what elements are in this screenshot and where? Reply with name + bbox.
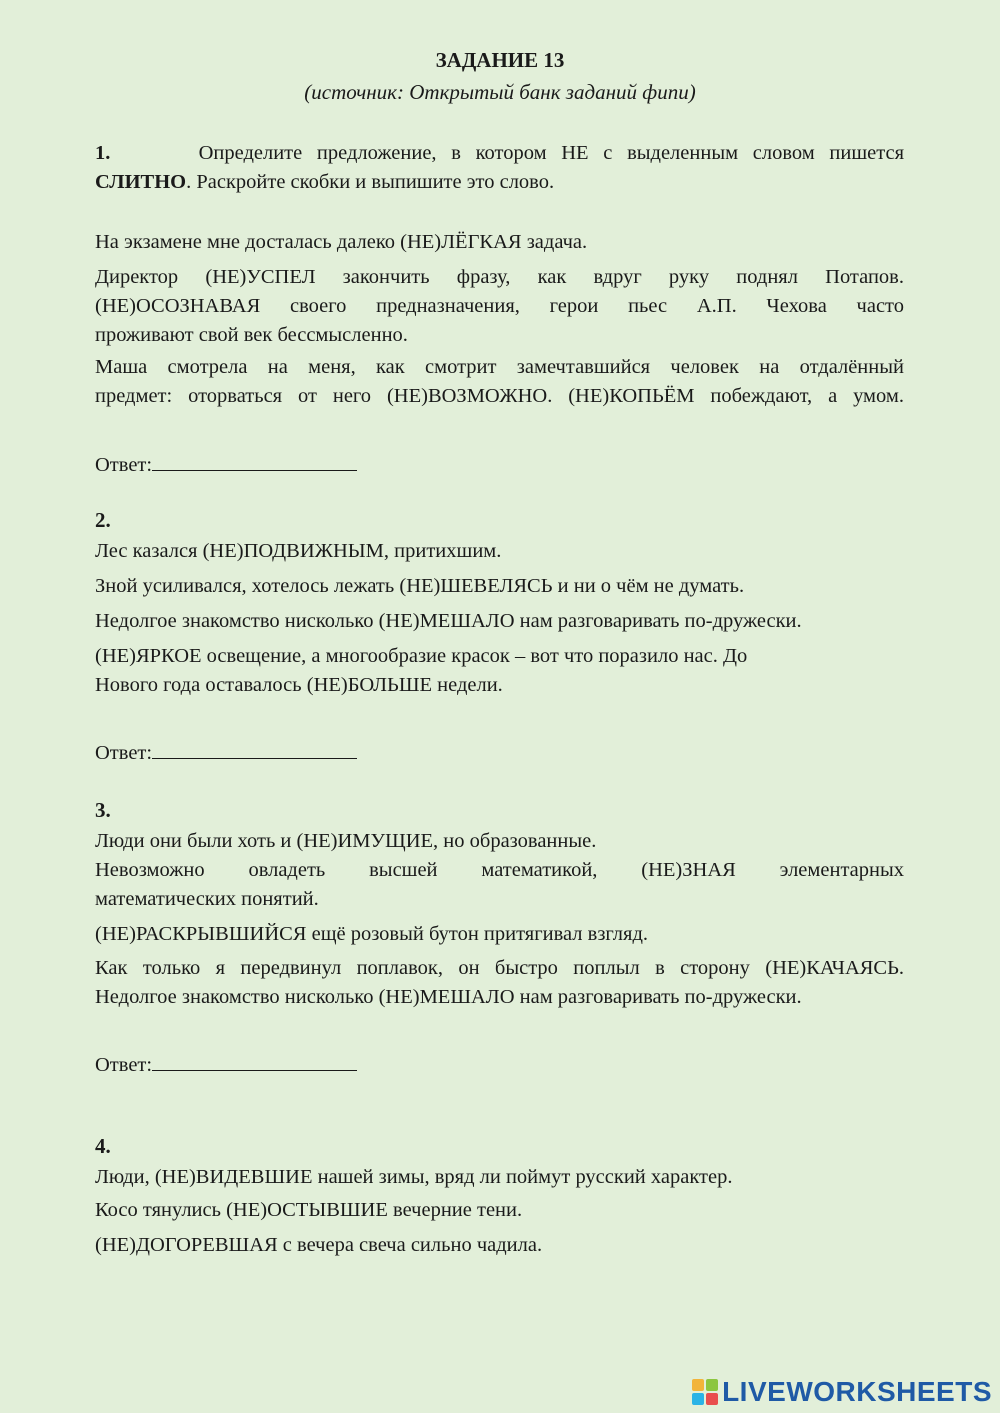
answer-input-1[interactable] (152, 450, 357, 471)
answer-3 (95, 1050, 357, 1077)
answer-1 (95, 450, 357, 477)
liveworksheets-logo (692, 1376, 992, 1408)
task-number: 4. (95, 1134, 111, 1158)
task3-sentence: Как только я передвинул поплавок, он быстро поплыл в сторону (НЕ)КАЧАЯСЬ. (95, 957, 904, 979)
instruction-rest: . Раскройте скобки и выпишите это слово. (186, 171, 555, 193)
task2-sentence: Нового года оставалось (НЕ)БОЛЬШЕ недели. (95, 674, 503, 696)
task1-sentence: Директор (НЕ)УСПЕЛ закончить фразу, как вдруг руку поднял Потапов. (95, 266, 904, 288)
instruction-line-2 (95, 168, 904, 197)
answer-label: Ответ: (95, 454, 153, 476)
answer-label: Ответ: (95, 742, 153, 764)
answer-label: Ответ: (95, 1054, 153, 1076)
task1-sentence: предмет: оторваться от него (НЕ)ВОЗМОЖНО. (НЕ)КОПЬЁМ побеждают, а умом. (95, 385, 904, 407)
task-number: 1. (95, 142, 111, 164)
task3-sentence: (НЕ)РАСКРЫВШИЙСЯ ещё розовый бутон притягивал взгляд. (95, 923, 649, 945)
instruction-bold-word: СЛИТНО (95, 171, 187, 193)
task2-sentence: Зной усиливался, хотелось лежать (НЕ)ШЕВЕЛЯСЬ и ни о чём не думать. (95, 575, 745, 597)
page-subtitle: (источник: Открытый банк заданий фипи) (304, 80, 696, 104)
task3-sentence: Невозможно овладеть высшей математикой, (НЕ)ЗНАЯ элементарных (95, 859, 904, 881)
answer-2 (95, 738, 357, 765)
task1-sentence: Маша смотрела на меня, как смотрит замечтавшийся человек на отдалённый (95, 356, 904, 378)
answer-input-2[interactable] (152, 738, 357, 759)
task1-sentence: проживают свой век бессмысленно. (95, 324, 408, 346)
task4-sentence: Косо тянулись (НЕ)ОСТЫВШИЕ вечерние тени. (95, 1199, 523, 1221)
page-title: ЗАДАНИЕ 13 (435, 48, 565, 72)
instruction-line-1 (95, 139, 904, 168)
task1-sentence: (НЕ)ОСОЗНАВАЯ своего предназначения, герои пьес А.П. Чехова часто (95, 295, 904, 317)
task3-sentence: Недолгое знакомство нисколько (НЕ)МЕШАЛО нам разговаривать по-дружески. (95, 986, 802, 1008)
task-number: 3. (95, 798, 111, 822)
instruction-text: Определите предложение, в котором НЕ с выделенным словом пишется (198, 142, 904, 164)
task4-sentence: Люди, (НЕ)ВИДЕВШИЕ нашей зимы, вряд ли поймут русский характер. (95, 1166, 733, 1188)
task3-sentence: математических понятий. (95, 888, 319, 910)
task3-sentence: Люди они были хоть и (НЕ)ИМУЩИЕ, но образованные. (95, 830, 597, 852)
answer-input-3[interactable] (152, 1050, 357, 1071)
task1-sentence: На экзамене мне досталась далеко (НЕ)ЛЁГКАЯ задача. (95, 231, 588, 253)
logo-icon (692, 1379, 718, 1405)
task-number: 2. (95, 508, 111, 532)
task2-sentence: Лес казался (НЕ)ПОДВИЖНЫМ, притихшим. (95, 540, 502, 562)
task2-sentence: (НЕ)ЯРКОЕ освещение, а многообразие красок – вот что поразило нас. До (95, 645, 748, 667)
task4-sentence: (НЕ)ДОГОРЕВШАЯ с вечера свеча сильно чадила. (95, 1234, 543, 1256)
brand-text: LIVEWORKSHEETS (722, 1376, 992, 1407)
task2-sentence: Недолгое знакомство нисколько (НЕ)МЕШАЛО нам разговаривать по-дружески. (95, 610, 802, 632)
